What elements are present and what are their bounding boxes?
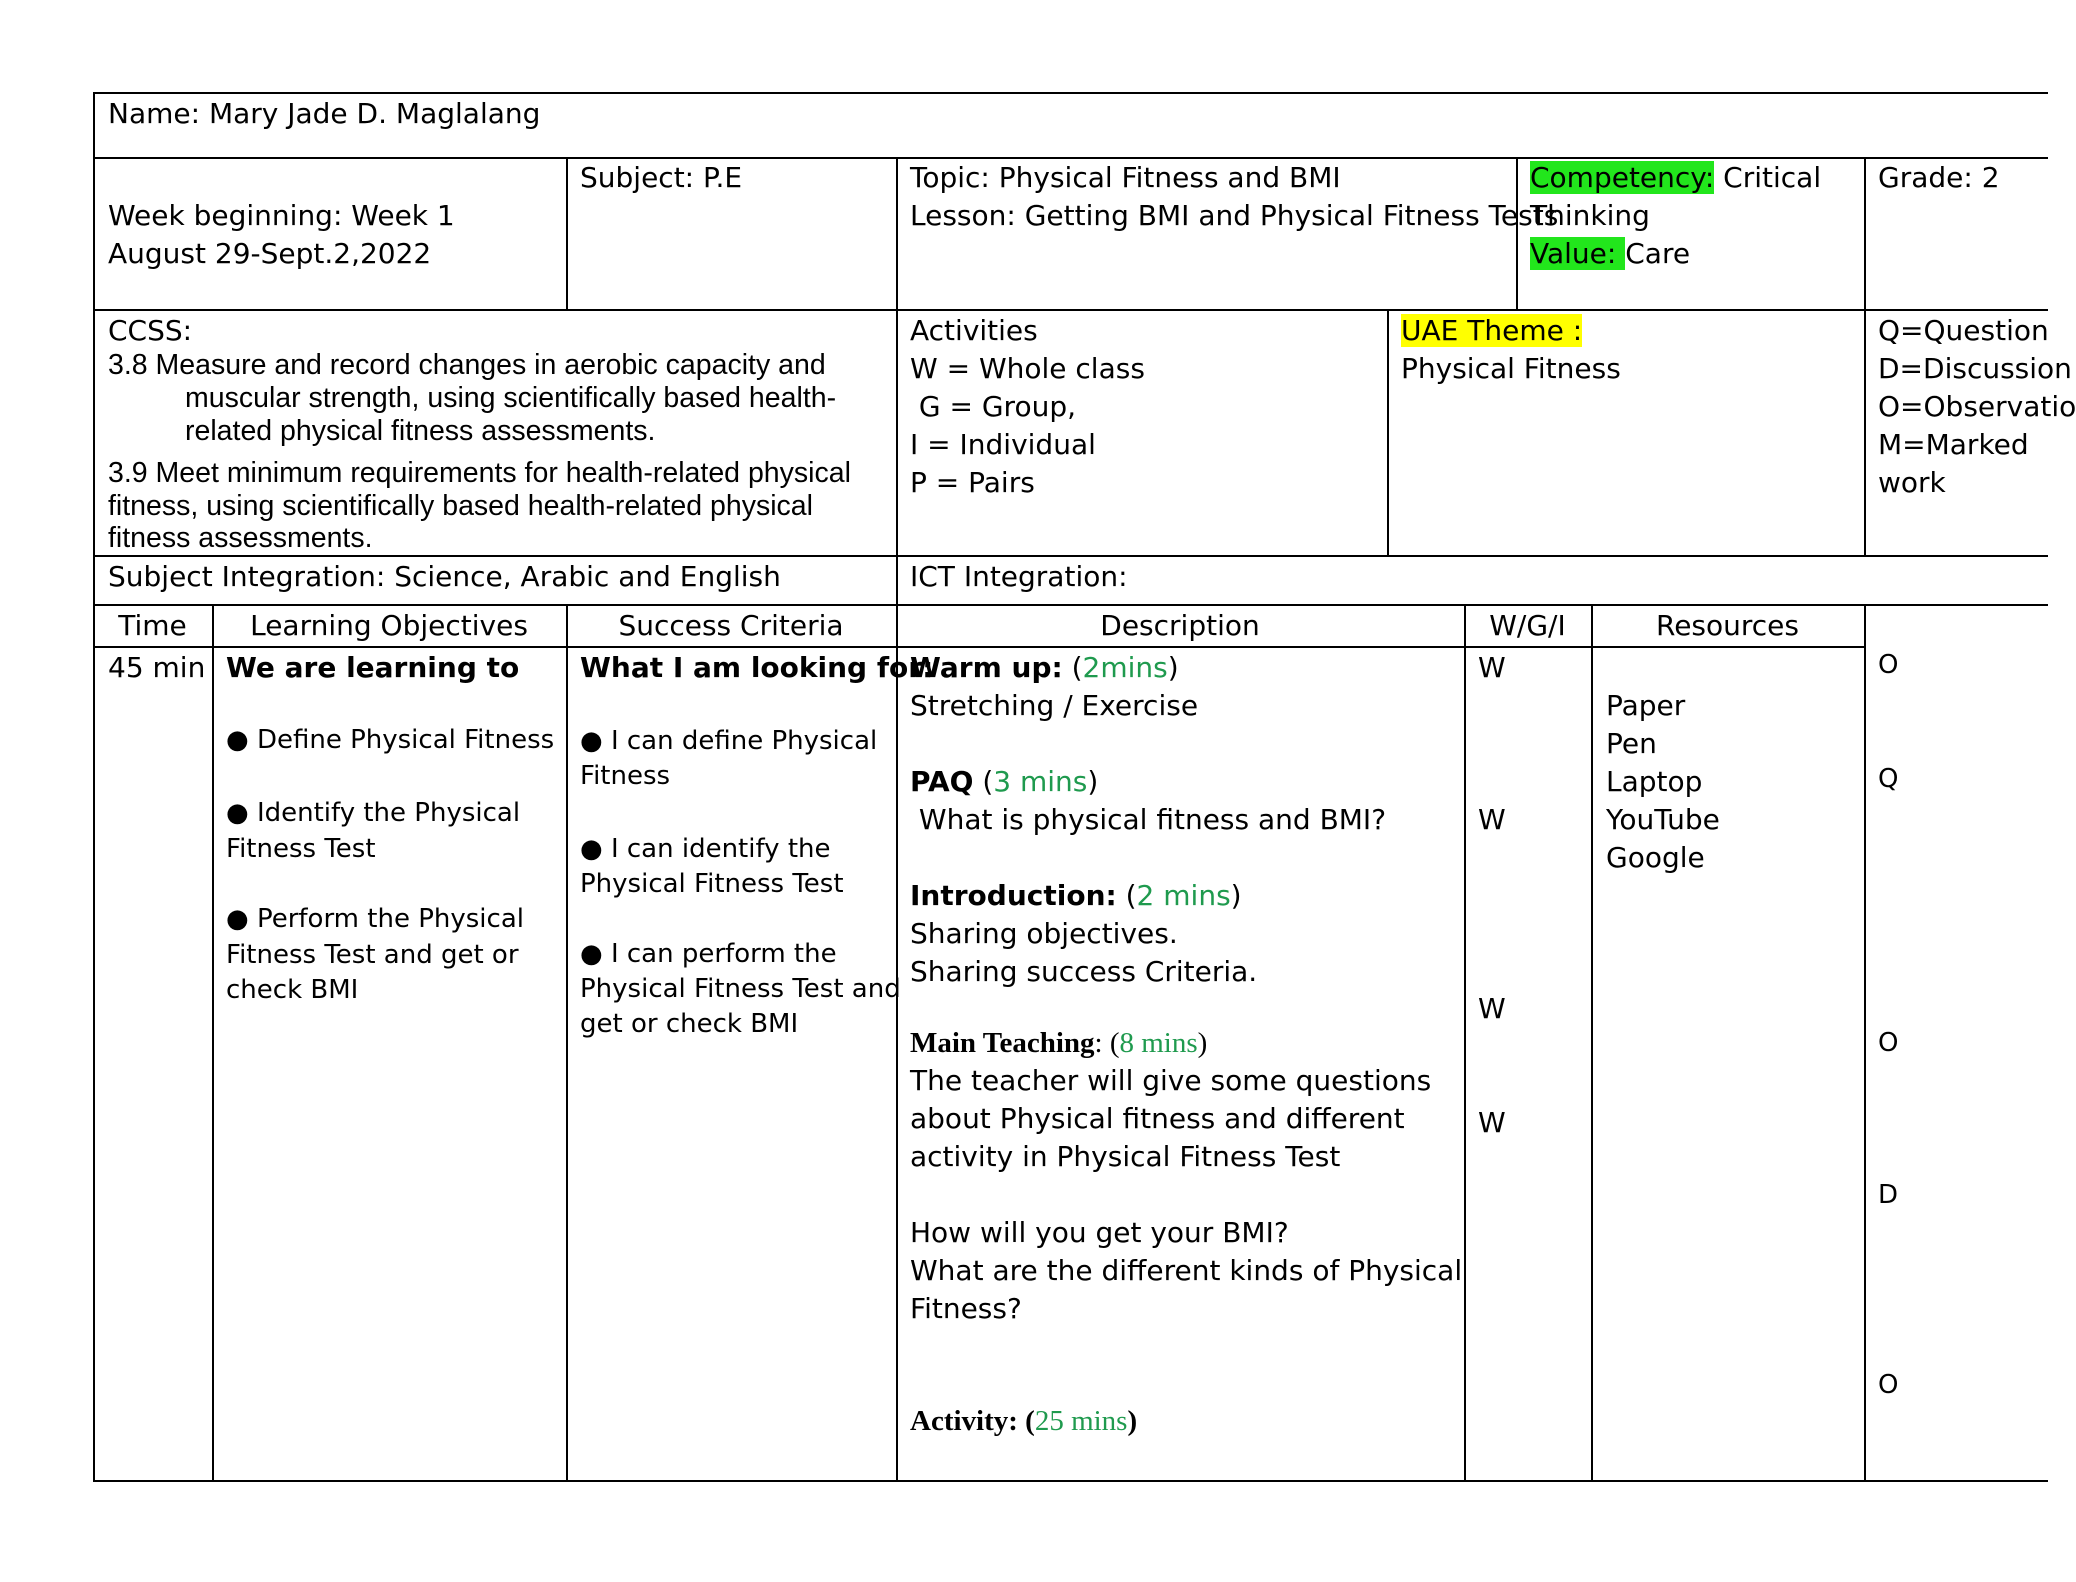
col-divider-wgi xyxy=(1591,604,1593,1481)
ccss-3-8-line3: related physical fitness assessments. xyxy=(185,415,656,447)
ccss-3-9-line1: 3.9 Meet minimum requirements for health-related physical xyxy=(108,457,851,489)
main-teaching: Main Teaching: (8 mins) xyxy=(910,1027,1208,1059)
criteria-3-line3: get or check BMI xyxy=(580,1009,799,1039)
activities-item: I = Individual xyxy=(910,428,1096,461)
teacher-name: Name: Mary Jade D. Maglalang xyxy=(108,97,541,130)
uae-theme-value: Physical Fitness xyxy=(1401,352,1621,385)
col-divider-time xyxy=(212,604,214,1481)
assessment-mark: Q xyxy=(1878,764,1899,794)
value xyxy=(1530,235,1690,273)
ccss-3-8-line1: 3.8 Measure and record changes in aerobic capacity and xyxy=(108,349,826,381)
grade: Grade: 2 xyxy=(1878,161,2000,194)
wgi-mark: W xyxy=(1478,992,1506,1025)
col-divider-objectives xyxy=(566,604,568,1481)
subject: Subject: P.E xyxy=(580,161,743,194)
ccss-3-9-line3: fitness assessments. xyxy=(108,522,373,554)
resource-item: Paper xyxy=(1606,689,1686,722)
competency xyxy=(1530,159,1821,197)
col-divider-uae xyxy=(1387,309,1389,555)
criteria-3-line1: ● I can perform the xyxy=(580,939,837,969)
question-3: Fitness? xyxy=(910,1292,1022,1325)
col-divider-description xyxy=(1464,604,1466,1481)
row-divider-integration xyxy=(93,604,2048,606)
objective-3-line2: Fitness Test and get or xyxy=(226,940,519,970)
col-divider-topic xyxy=(896,157,898,1481)
resource-item: Pen xyxy=(1606,727,1657,760)
lesson: Lesson: Getting BMI and Physical Fitness Tests xyxy=(910,199,1559,232)
ict-integration: ICT Integration: xyxy=(910,560,1128,593)
competency-label: Competency: xyxy=(1530,161,1715,194)
topic: Topic: Physical Fitness and BMI xyxy=(910,161,1341,194)
value-label: Value: xyxy=(1530,237,1626,270)
key-marked: M=Marked xyxy=(1878,428,2029,461)
warmup: Warm up: (2mins) xyxy=(910,651,1179,684)
criteria-title: What I am looking for: xyxy=(580,651,934,684)
resource-item: Google xyxy=(1606,841,1705,874)
row-divider-ccss xyxy=(93,555,2048,557)
criteria-2-line2: Physical Fitness Test xyxy=(580,869,844,899)
col-divider-resources xyxy=(1864,604,1866,1481)
resource-item: YouTube xyxy=(1606,803,1720,836)
objectives-title: We are learning to xyxy=(226,651,520,684)
warmup-text: Stretching / Exercise xyxy=(910,689,1199,722)
week-dates: August 29-Sept.2,2022 xyxy=(108,237,432,270)
week-beginning: Week beginning: Week 1 xyxy=(108,199,455,232)
activities-item: G = Group, xyxy=(910,390,1077,423)
wgi-mark: W xyxy=(1478,803,1506,836)
ccss-3-9-line2: fitness, using scientifically based health-related physical xyxy=(108,490,813,522)
main-text-3: activity in Physical Fitness Test xyxy=(910,1140,1341,1173)
header-description: Description xyxy=(1100,609,1260,642)
table-border-bottom xyxy=(93,1480,2048,1482)
header-success-criteria: Success Criteria xyxy=(618,609,844,642)
header-time: Time xyxy=(118,609,187,642)
introduction: Introduction: (2 mins) xyxy=(910,879,1242,912)
main-text-2: about Physical fitness and different xyxy=(910,1102,1405,1135)
objective-3-line3: check BMI xyxy=(226,975,359,1005)
activities-title: Activities xyxy=(910,314,1038,347)
ccss-3-8-line2: muscular strength, using scientifically based health- xyxy=(185,382,837,414)
assessment-mark: O xyxy=(1878,1370,1899,1400)
key-observation: O=Observatio xyxy=(1878,390,2076,423)
header-wgi: W/G/I xyxy=(1489,609,1566,642)
table-border-left xyxy=(93,92,95,1481)
criteria-3-line2: Physical Fitness Test and xyxy=(580,974,901,1004)
competency-value: Critical xyxy=(1714,161,1822,194)
uae-theme-label: UAE Theme : xyxy=(1401,314,1583,347)
table-border-top xyxy=(93,92,2048,94)
key-question: Q=Question xyxy=(1878,314,2049,347)
header-resources: Resources xyxy=(1656,609,1799,642)
col-divider-grade xyxy=(1864,157,1866,555)
criteria-1-line1: ● I can define Physical xyxy=(580,726,878,756)
objective-1: ● Define Physical Fitness xyxy=(226,725,555,755)
assessment-mark: D xyxy=(1878,1180,1899,1210)
resource-item: Laptop xyxy=(1606,765,1703,798)
value-value: Care xyxy=(1625,237,1691,270)
paq-text: What is physical fitness and BMI? xyxy=(910,803,1387,836)
activity: Activity: (25 mins) xyxy=(910,1405,1138,1437)
criteria-1-line2: Fitness xyxy=(580,761,671,791)
row-divider-table-header xyxy=(93,646,1865,648)
competency-value-line2: Thinking xyxy=(1530,199,1650,232)
assessment-mark: O xyxy=(1878,650,1899,680)
subject-integration: Subject Integration: Science, Arabic and English xyxy=(108,560,781,593)
activities-item: P = Pairs xyxy=(910,466,1035,499)
ccss-label: CCSS: xyxy=(108,314,193,347)
wgi-mark: W xyxy=(1478,1106,1506,1139)
time-value: 45 min xyxy=(108,651,206,684)
objective-2-line2: Fitness Test xyxy=(226,834,376,864)
paq: PAQ (3 mins) xyxy=(910,765,1099,798)
objective-3-line1: ● Perform the Physical xyxy=(226,904,524,934)
key-work: work xyxy=(1878,466,1946,499)
col-divider-subject xyxy=(566,157,568,309)
objective-2-line1: ● Identify the Physical xyxy=(226,798,521,828)
intro-text-1: Sharing objectives. xyxy=(910,917,1178,950)
activities-item: W = Whole class xyxy=(910,352,1145,385)
question-1: How will you get your BMI? xyxy=(910,1216,1289,1249)
header-learning-objectives: Learning Objectives xyxy=(250,609,528,642)
criteria-2-line1: ● I can identify the xyxy=(580,834,831,864)
assessment-mark: O xyxy=(1878,1028,1899,1058)
intro-text-2: Sharing success Criteria. xyxy=(910,955,1258,988)
main-text-1: The teacher will give some questions xyxy=(910,1064,1432,1097)
question-2: What are the different kinds of Physical xyxy=(910,1254,1463,1287)
key-discussion: D=Discussion xyxy=(1878,352,2072,385)
wgi-mark: W xyxy=(1478,651,1506,684)
row-divider-header xyxy=(93,309,2048,311)
